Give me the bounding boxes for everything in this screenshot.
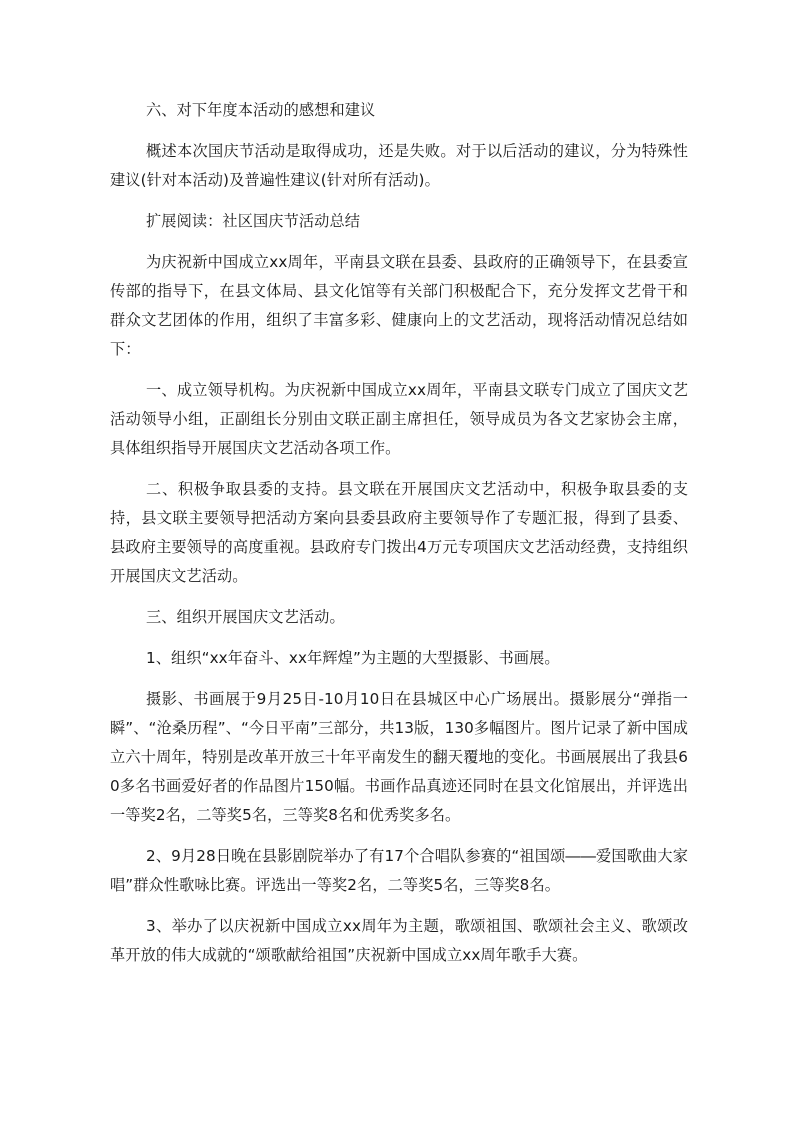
point-two-paragraph: 二、积极争取县委的支持。县文联在开展国庆文艺活动中，积极争取县委的支持，县文联主要领导把活动方案向县委县政府主要领导作了专题汇报，得到了县委、县政府主要领导的高度重视。县政府专门拨出4万元专项国庆文艺活动经费，支持组织开展国庆文艺活动。: [110, 480, 688, 585]
activity-three-paragraph: 3、举办了以庆祝新中国成立xx周年为主题，歌颂祖国、歌颂社会主义、歌颂改革开放的伟大成就的“颂歌献给祖国”庆祝新中国成立xx周年歌手大赛。: [110, 917, 688, 964]
activity-one-heading: 1、组织“xx年奋斗、xx年辉煌”为主题的大型摄影、书画展。: [146, 649, 560, 667]
extended-reading-heading: 扩展阅读：社区国庆节活动总结: [146, 212, 361, 230]
point-three-heading: 三、组织开展国庆文艺活动。: [146, 608, 345, 626]
document-body: [110, 96, 688, 982]
exhibition-paragraph: 摄影、书画展于9月25日-10月10日在县城区中心广场展出。摄影展分“弹指一瞬”、“沧桑历程”、“今日平南”三部分，共13版，130多幅图片。图片记录了新中国成立六十周年，特别是改革开放三十年平南发生的翻天覆地的变化。书画展展出了我县60多名书画爱好者的作品图片150幅。书画作品真迹还同时在县文化馆展出，并评选出一等奖2名，二等奖5名，三等奖8名和优秀奖多名。: [110, 690, 688, 824]
intro-paragraph: 为庆祝新中国成立xx周年，平南县文联在县委、县政府的正确领导下，在县委宣传部的指导下，在县文体局、县文化馆等有关部门积极配合下，充分发挥文艺骨干和群众文艺团体的作用，组织了丰富多彩、健康向上的文艺活动，现将活动情况总结如下：: [110, 253, 688, 358]
summary-paragraph: 概述本次国庆节活动是取得成功，还是失败。对于以后活动的建议，分为特殊性建议(针对本活动)及普遍性建议(针对所有活动)。: [110, 142, 688, 189]
point-one-paragraph: 一、成立领导机构。为庆祝新中国成立xx周年，平南县文联专门成立了国庆文艺活动领导小组，正副组长分别由文联正副主席担任，领导成员为各文艺家协会主席，具体组织指导开展国庆文艺活动各项工作。: [110, 381, 688, 457]
section-heading-six: 六、对下年度本活动的感想和建议: [146, 101, 376, 119]
activity-two-paragraph: 2、9月28日晚在县影剧院举办了有17个合唱队参赛的“祖国颂――爱国歌曲大家唱”群众性歌咏比赛。评选出一等奖2名，二等奖5名，三等奖8名。: [110, 847, 688, 894]
